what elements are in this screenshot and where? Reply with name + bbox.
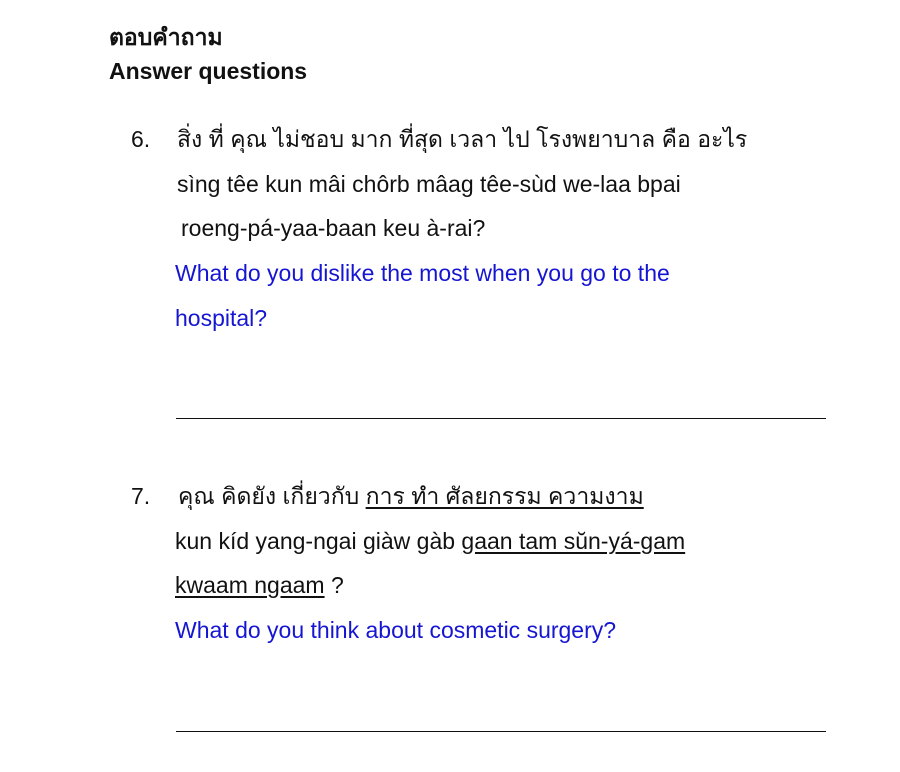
question-number: 6. <box>131 126 151 152</box>
question-romanization-keyword: kwaam ngaam <box>175 572 325 598</box>
question-number: 7. <box>131 483 151 509</box>
question-romanization-text: kun kíd yang-ngai giàw gàb <box>175 528 456 554</box>
question-romanization <box>175 527 685 555</box>
question-romanization: sìng têe kun mâi chôrb mâag têe-sùd we-laa bpai <box>177 171 681 197</box>
question-thai-text: คุณ คิดยัง เกี่ยวกับ <box>178 483 360 509</box>
question-english: What do you think about cosmetic surgery? <box>175 617 617 643</box>
question-romanization <box>175 571 344 599</box>
question-english: What do you dislike the most when you go to the <box>175 260 670 286</box>
answer-line[interactable] <box>176 418 826 419</box>
question-english: hospital? <box>175 305 268 331</box>
question-thai-keyword: การ ทำ ศัลยกรรม ความงาม <box>365 483 644 509</box>
answer-line[interactable] <box>176 731 826 732</box>
question-romanization: roeng-pá-yaa-baan keu à-rai? <box>181 215 486 241</box>
question-thai: สิ่ง ที่ คุณ ไม่ชอบ มาก ที่สุด เวลา ไป โรงพยาบาล คือ อะไร <box>177 126 748 152</box>
page-title-thai: ตอบคำถาม <box>109 24 223 50</box>
question-mark: ? <box>324 572 344 598</box>
question-romanization-keyword: gaan tam sŭn-yá-gam <box>461 528 686 554</box>
question-thai <box>178 482 644 510</box>
page-title-english: Answer questions <box>109 58 308 84</box>
